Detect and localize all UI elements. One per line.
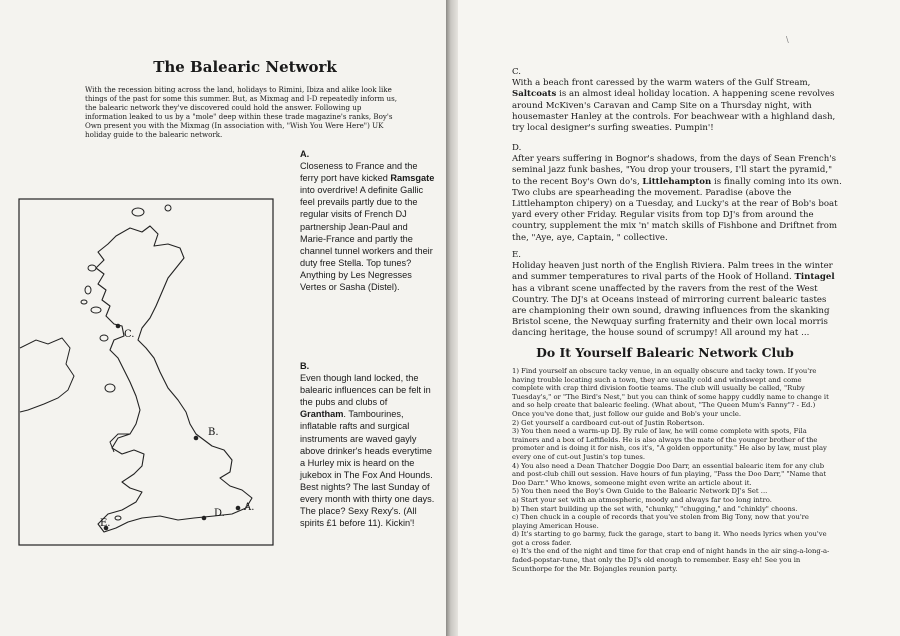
place-tintagel: Tintagel [794, 272, 835, 283]
section-a-text: Closeness to France and the ferry port have kicked Ramsgate into overdrive! A definite Gallic feel prevails partly due to the regular visits of French DJ partnership Jean-Paul and Marie-France and partly the channel tunnel workers and their duty free Stella. Top tunes? Anything by Les Negresses Vertes or Sasha (Distel). [300, 161, 435, 293]
section-d [512, 143, 842, 244]
diy-step: 4) You also need a Dean Thatcher Doggie Doo Darr, an essential balearic item for any club and post-club chill out session. Have hours of fun playing, "Pass the Doo Darr," "Name that Doo Darr." Who knows, someone might even write an article about it. [512, 461, 827, 487]
map-label-c: C. [124, 329, 135, 340]
place-grantham: Grantham [300, 409, 344, 420]
wales-coast [110, 434, 130, 452]
map-label-b: B. [208, 427, 219, 438]
place-saltcoats: Saltcoats [512, 89, 557, 100]
section-c-letter: C. [512, 67, 522, 77]
location-markers [104, 324, 241, 531]
diy-title: Do It Yourself Balearic Network Club [536, 345, 794, 360]
section-e-text: Holiday heaven just north of the English Riviera. Palm trees in the winter and summer temperatures to rival parts of the Hook of Holland. Tintagel has a vibrant scene unaffected by the ravers from the rest of the West Country. The DJ's at Oceans instead of mirroring current balearic tastes are championing their own sound, drawing influences from the skanking Bristol scene, the Newquay surfing fraternity and their own local morris dancing heritage, the house sound of scrumpy! All around my hat ... [512, 261, 835, 339]
book-gutter [446, 0, 458, 636]
diy-step: d) It's starting to go barmy, fuck the garage, start to bang it. Who needs lyrics when you've got a cross fader. [512, 530, 827, 547]
page-title: The Balearic Network [153, 58, 337, 76]
section-b-text: Even though land locked, the balearic influences can be felt in the pubs and clubs of Grantham. Tambourines, inflatable rafts and surgical instruments are waved gayly above drinker's heads everytime a Hurley mix is heard on the jukebox in The Fox And Hounds. Best nights? The last Sunday of every month with thirty one days. The place? Sexy Rexy's. (All spirits £1 before 11). Kickin'! [300, 373, 435, 529]
diy-step: c) Then chuck in a couple of records that you've stolen from Big Tony, now that you're playing American House. [512, 513, 809, 530]
uk-map [18, 198, 274, 546]
islands [81, 205, 171, 520]
section-d-text: After years suffering in Bognor's shadows, from the days of Sean French's seminal jazz funk bashes, "You drop your trousers, I'll start the pyramid," to the recent Boy's Own do's, Littlehampton is finally coming into its own. Two clubs are spearheading the movement. Paradise (above the Littlehampton chipery) on a Tuesday, and Lucky's at the rear of Bob's boat yard every other Friday. Regular visits from top DJ's from around the country, supplement the mix 'n' match skills of Fishbone and Driftnet from the, "Aye, aye, Captain, " collective. [512, 154, 842, 243]
map-label-a: A. [244, 502, 255, 513]
section-d-letter: D. [512, 143, 522, 153]
section-a-letter: A. [300, 149, 310, 159]
diy-step: e) It's the end of the night and time for that crap end of night hands in the air sing-a-long-a-faded-popstar-tune, that only the DJ's old enough to remember. Easy eh! See you in Scunthorpe for the Mr. Bojangles reunion party. [512, 547, 830, 573]
section-e-letter: E. [512, 250, 522, 260]
place-littlehampton: Littlehampton [642, 176, 712, 187]
diy-step: a) Start your set with an atmospheric, moody and always far too long intro. [512, 495, 772, 504]
diy-steps [512, 367, 830, 573]
section-c-text: With a beach front caressed by the warm waters of the Gulf Stream, Saltcoats is an almost ideal holiday location. A happening scene revolves around McKiven's Caravan and Camp Site on a Thursday night, with housemaster Hanley at the controls. For beachwear with a highland dash, try local designer's surfing sweaties. Pumpin'! [512, 78, 836, 134]
map-label-e: E. [100, 518, 111, 529]
diy-step: 3) You then need a warm-up DJ. By rule of law, he will come complete with spots, Fila trainers and a box of Leftfields. He is also always the mate of the younger brother of the promoter and is doing it for nish, cos it's, "A golden opportunity." He also by law, must play every one of cut-out Justin's top tunes. [512, 427, 827, 461]
great-britain-outline [96, 226, 255, 532]
map-frame [19, 199, 273, 545]
section-c [512, 67, 842, 134]
section-a [300, 148, 435, 293]
diy-step: b) Then start building up the set with, "chunky," "chugging," and "chinkly" choons. [512, 504, 798, 513]
map-label-d: D. [214, 508, 225, 519]
diy-step: 2) Get yourself a cardboard cut-out of Justin Robertson. [512, 418, 705, 427]
section-b-letter: B. [300, 361, 310, 371]
ireland-coast [20, 338, 74, 412]
place-ramsgate: Ramsgate [390, 173, 435, 184]
section-e [512, 250, 842, 340]
diy-step: 5) You then need the Boy's Own Guide to the Balearic Network DJ's Set ... [512, 487, 768, 496]
diy-step: 1) Find yourself an obscure tacky venue, in an equally obscure and tacky town. If you're having trouble locating such a town, they are usually cold and windswept and come complete with crap third division footie teams. The club will usually be called, "Ruby Tuesday's," or "The Bird's Nest," but you can think of some happy cuddly name to change it and so help create that balearic feeling. (What about, "The Queen Mum's Fanny"? - Ed.) Once you've done that, just follow our guide and Bob's your uncle. [512, 367, 829, 418]
intro-paragraph: With the recession biting across the land, holidays to Rimini, Ibiza and alike look like things of the past for some this summer. But, as Mixmag and I-D repeatedly inform us, the balearic network they've discovered could hold the answer. Following up information leaked to us by a "mole" deep within these trade magazine's ranks, Boy's Own present you with the Mixmag (In association with, "Wish You Were Here") UK holiday guide to the balearic network. [85, 85, 397, 139]
section-b [300, 360, 435, 529]
left-page [0, 0, 446, 636]
pen-mark: \ [786, 35, 789, 44]
